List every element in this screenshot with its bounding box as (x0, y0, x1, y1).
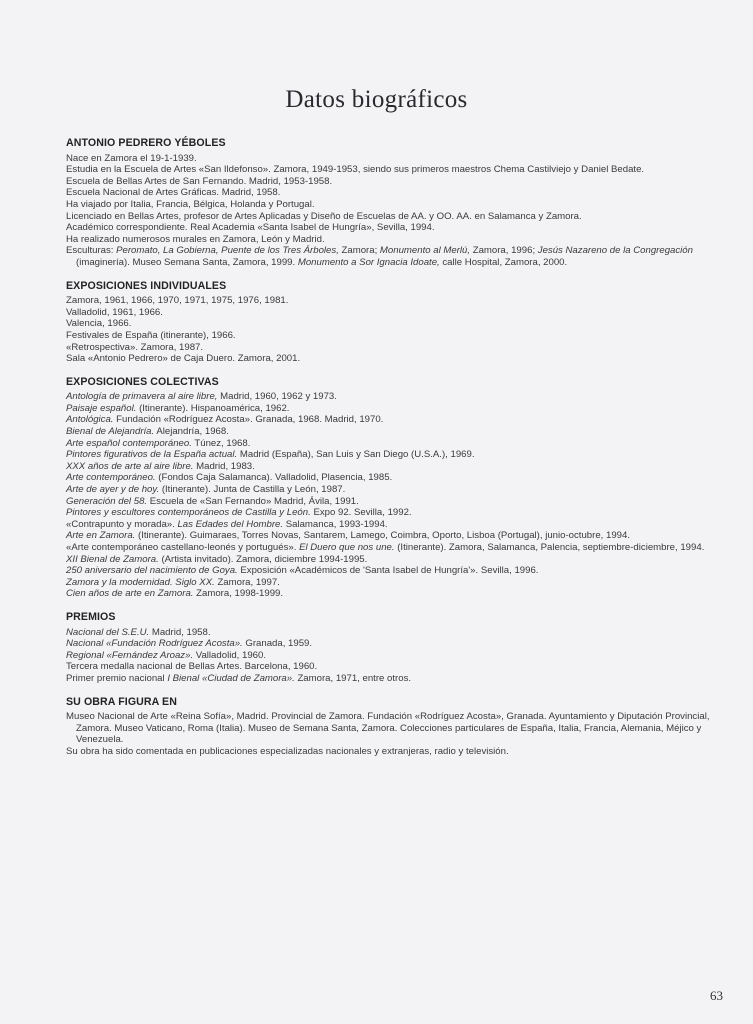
text-segment: Esculturas: (66, 245, 117, 257)
text-segment: Licenciado en Bellas Artes, profesor de Artes Aplicadas y Diseño de Escuelas de AA. y OO. AA. en Salamanca y Zamora. (66, 210, 582, 222)
text-segment: Su obra ha sido comentada en publicaciones especializadas nacionales y extranjeras, radio y televisión. (66, 745, 509, 757)
page-number: 63 (710, 988, 723, 1003)
text-segment: Fundación «Rodríguez Acosta». Granada, 1968. Madrid, 1970. (113, 414, 384, 426)
text-segment: (Itinerante). Zamora, Salamanca, Palencia, septiembre-diciembre, 1994. (394, 542, 705, 553)
text-segment: Museo Nacional de Arte «Reina Sofía», Madrid. Provincial de Zamora. Fundación «Rodríguez Acosta», Granada. Ayuntamiento y Diputación Provincial, Zamora. Museo Vaticano, Roma (Italia). Museo de Semana Santa, Zamora. Colecciones particulares de España, Italia, Francia, Alemania, Méjico y Venezuela. (66, 711, 710, 746)
entry-line (66, 650, 711, 662)
section-su-obra-figura-en (66, 697, 711, 758)
text-segment: Madrid, 1983. (193, 460, 255, 472)
entry-line (66, 295, 711, 307)
italic-text: Pintores figurativos de la España actual. (66, 449, 238, 461)
entry-line (66, 187, 711, 199)
entry-line (66, 461, 711, 473)
italic-text: Arte en Zamora. (66, 530, 136, 542)
entry-line (66, 307, 711, 319)
page-title: Datos biográficos (285, 86, 468, 113)
italic-text: Pintores y escultores contemporáneos de Castilla y León. (66, 507, 311, 519)
italic-text: Monumento al Merlú, (379, 245, 471, 257)
entry-line (66, 554, 711, 566)
section-antonio-pedrero-y-boles (66, 138, 711, 269)
section-heading: EXPOSICIONES COLECTIVAS (66, 375, 219, 388)
italic-text: El Duero que nos une. (299, 542, 395, 553)
entry-line (66, 222, 711, 234)
italic-text: Bienal de Alejandría. (66, 426, 155, 438)
text-segment: Estudia en la Escuela de Artes «San Ildefonso». Zamora, 1949-1953, siendo sus primeros maestros Chema Castilviejo y Daniel Bedate. (66, 164, 645, 176)
text-segment: (Artista invitado). Zamora, diciembre 1994-1995. (158, 553, 368, 565)
text-segment: Académico correspondiente. Real Academia «Santa Isabel de Hungría», Sevilla, 1994. (66, 222, 435, 234)
italic-text: 250 aniversario del nacimiento de Goya. (66, 565, 238, 577)
section-heading: PREMIOS (66, 610, 116, 623)
text-segment: (imaginería). Museo Semana Santa, Zamora, 1999. (76, 256, 298, 268)
text-segment: Sala «Antonio Pedrero» de Caja Duero. Zamora, 2001. (66, 353, 301, 365)
italic-text: XII Bienal de Zamora. (66, 553, 159, 565)
entry-line (66, 353, 711, 365)
text-segment: Expo 92. Sevilla, 1992. (310, 507, 412, 519)
entry-line (66, 391, 711, 403)
entry-line (66, 426, 711, 438)
text-segment: «Arte contemporáneo castellano-leonés y portugués». (66, 542, 300, 553)
italic-text: Arte de ayer y de hoy. (66, 484, 160, 496)
entry-line (66, 414, 711, 426)
entry-line (66, 342, 711, 354)
text-segment: Madrid, 1958. (149, 626, 211, 638)
entry-line (66, 661, 711, 673)
text-segment: (Fondos Caja Salamanca). Valladolid, Plasencia, 1985. (155, 472, 393, 484)
entry-line (66, 588, 711, 600)
entry-line (66, 711, 711, 746)
text-segment: Valencia, 1966. (66, 318, 132, 330)
entry-line (66, 519, 711, 531)
italic-text: Antológica. (66, 414, 114, 426)
entry-line (66, 484, 711, 496)
text-segment: Granada, 1959. (242, 638, 313, 650)
entry-line (66, 176, 711, 188)
text-segment: Zamora, 1998-1999. (193, 588, 284, 600)
entry-line (66, 472, 711, 484)
entry-line (66, 164, 711, 176)
text-segment: (Itinerante). Guimaraes, Torres Novas, Santarem, Lamego, Coimbra, Oporto, Lisboa (Portugal), junio-octubre, 1994. (135, 530, 630, 542)
section-heading: ANTONIO PEDRERO YÉBOLES (66, 137, 226, 149)
entry-line (66, 496, 711, 508)
italic-text: Nacional del S.E.U. (66, 626, 150, 638)
text-segment: Festivales de España (itinerante), 1966. (66, 329, 236, 341)
text-segment: Ha viajado por Italia, Francia, Bélgica, Holanda y Portugal. (66, 198, 315, 210)
entry-line (66, 403, 711, 415)
text-segment: Ha realizado numerosos murales en Zamora, León y Madrid. (66, 233, 325, 245)
entry-line (66, 199, 711, 211)
text-segment: Escuela de Bellas Artes de San Fernando. Madrid, 1953-1958. (66, 175, 333, 187)
section-premios (66, 612, 711, 685)
entry-line (66, 330, 711, 342)
entry-line (66, 746, 711, 758)
text-segment: Zamora, 1961, 1966, 1970, 1971, 1975, 1976, 1981. (66, 295, 289, 307)
italic-text: Peromato, La Gobierna, Puente de los Tres Árboles, (116, 245, 339, 257)
italic-text: Regional «Fernández Aroaz». (66, 649, 194, 661)
entry-line (66, 234, 711, 246)
text-segment: Madrid (España), San Luis y San Diego (U.S.A.), 1969. (237, 449, 475, 461)
italic-text: XXX años de arte al aire libre. (66, 460, 194, 472)
section-exposiciones-colectivas (66, 377, 711, 600)
text-segment: Exposición «Académicos de 'Santa Isabel de Hungría'». Sevilla, 1996. (237, 565, 539, 577)
entry-line (66, 318, 711, 330)
text-segment: Zamora, 1997. (214, 576, 280, 588)
text-segment: Zamora, 1996; (470, 245, 538, 257)
entry-line (66, 438, 711, 450)
text-segment: Valladolid, 1960. (193, 649, 267, 661)
text-segment: Salamanca, 1993-1994. (283, 518, 388, 530)
entry-line (66, 153, 711, 165)
italic-text: Las Edades del Hombre. (177, 518, 284, 530)
text-segment: Nace en Zamora el 19-1-1939. (66, 152, 197, 164)
entry-line (66, 673, 711, 685)
text-segment: Valladolid, 1961, 1966. (66, 306, 163, 318)
entry-line (66, 449, 711, 461)
entry-line (66, 638, 711, 650)
text-segment: Tercera medalla nacional de Bellas Artes. Barcelona, 1960. (66, 661, 318, 673)
text-segment: «Contrapunto y morada». (66, 518, 178, 530)
text-segment: Escuela de «San Fernando» Madrid, Ávila, 1991. (147, 495, 359, 507)
text-segment: Primer premio nacional (66, 672, 168, 684)
text-segment: Madrid, 1960, 1962 y 1973. (217, 391, 337, 403)
italic-text: I Bienal «Ciudad de Zamora». (167, 672, 295, 684)
italic-text: Monumento a Sor Ignacia Idoate, (297, 256, 440, 268)
text-segment: calle Hospital, Zamora, 2000. (439, 256, 568, 268)
italic-text: Cien años de arte en Zamora. (66, 588, 194, 600)
italic-text: Arte contemporáneo. (66, 472, 156, 484)
italic-text: Nacional «Fundación Rodríguez Acosta». (66, 638, 243, 650)
biography-content (66, 138, 711, 770)
entry-line (66, 577, 711, 589)
italic-text: Arte español contemporáneo. (66, 437, 192, 449)
text-segment: «Retrospectiva». Zamora, 1987. (66, 341, 204, 353)
text-segment: Escuela Nacional de Artes Gráficas. Madrid, 1958. (66, 187, 281, 199)
italic-text: Antología de primavera al aire libre, (66, 391, 218, 403)
entry-line (66, 211, 711, 223)
italic-text: Generación del 58. (66, 495, 148, 507)
italic-text: Paisaje español. (66, 402, 137, 414)
text-segment: Alejandría, 1968. (154, 426, 229, 438)
entry-line (66, 530, 711, 542)
section-heading: EXPOSICIONES INDIVIDUALES (66, 279, 227, 292)
text-segment: Zamora; (338, 245, 380, 257)
entry-line (66, 507, 711, 519)
text-segment: (Itinerante). Hispanoamérica, 1962. (136, 402, 290, 414)
italic-text: Zamora y la modernidad. Siglo XX. (66, 576, 215, 588)
entry-line (66, 627, 711, 639)
italic-text: Jesús Nazareno de la Congregación (537, 245, 693, 257)
text-segment: Túnez, 1968. (191, 437, 251, 449)
entry-line (66, 542, 711, 554)
entry-line (66, 245, 711, 268)
text-segment: (Itinerante). Junta de Castilla y León, 1987. (159, 484, 346, 496)
entry-line (66, 565, 711, 577)
section-exposiciones-individuales (66, 281, 711, 365)
text-segment: Zamora, 1971, entre otros. (294, 672, 412, 684)
section-heading: SU OBRA FIGURA EN (66, 695, 177, 708)
